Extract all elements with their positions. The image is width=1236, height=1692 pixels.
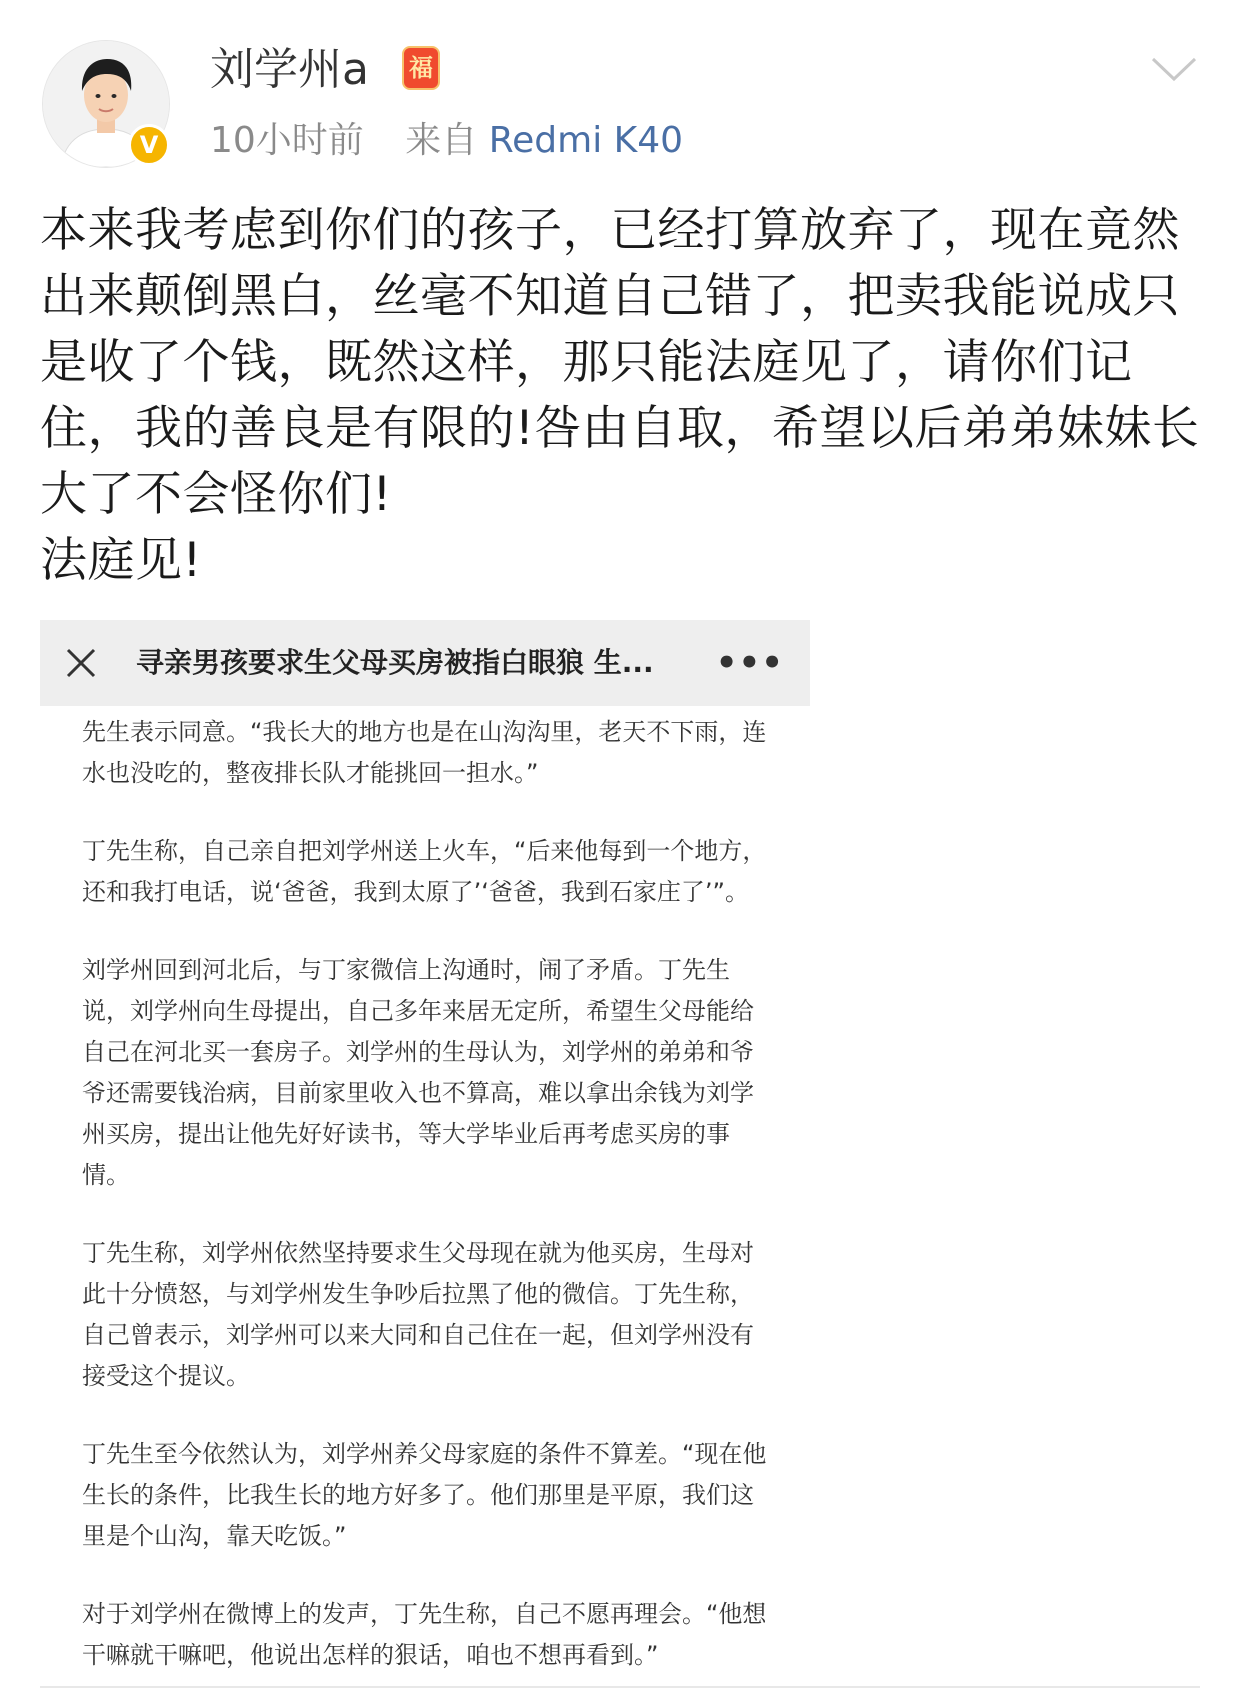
article-paragraph: 先生表示同意。“我长大的地方也是在山沟沟里，老天不下雨，连水也没吃的，整夜排长队才能挑回一担水。”	[82, 718, 767, 787]
article-paragraph: 丁先生称，自己亲自把刘学州送上火车，“后来他每到一个地方，还和我打电话，说‘爸爸，我到太原了’‘爸爸，我到石家庄了’”。	[82, 837, 767, 906]
post-line: 法庭见!	[40, 533, 202, 588]
post-header	[0, 0, 1236, 180]
verified-badge-icon: V	[128, 124, 170, 166]
article-screenshot[interactable]	[40, 620, 810, 1690]
article-paragraph: 丁先生称，刘学州依然坚持要求生父母现在就为他买房，生母对此十分愤怒，与刘学州发生争吵后拉黑了他的微信。丁先生称，自己曾表示，刘学州可以来大同和自己住在一起，但刘学州没有接受这个提议。	[82, 1239, 754, 1390]
source-prefix: 来自	[405, 120, 478, 161]
username[interactable]: 刘学州a	[210, 44, 369, 95]
article-paragraph: 对于刘学州在微博上的发声，丁先生称，自己不愿再理会。“他想干嘛就干嘛吧，他说出怎样的狠话，咱也不想再看到。”	[82, 1600, 767, 1669]
device-link[interactable]: Redmi K40	[488, 120, 684, 161]
chevron-down-icon[interactable]	[1150, 54, 1198, 84]
article-paragraph: 丁先生至今依然认为，刘学州养父母家庭的条件不算差。“现在他生长的条件，比我生长的地方好多了。他们那里是平原，我们这里是个山沟，靠天吃饭。”	[82, 1440, 767, 1550]
post-time: 10小时前	[210, 120, 364, 161]
close-icon[interactable]	[62, 644, 100, 682]
divider	[40, 1686, 1200, 1688]
fu-badge-icon[interactable]: 福	[402, 46, 440, 90]
article-toolbar	[40, 620, 810, 706]
article-title: 寻亲男孩要求生父母买房被指白眼狼 生...	[136, 646, 654, 679]
article-paragraph: 刘学州回到河北后，与丁家微信上沟通时，闹了矛盾。丁先生说，刘学州向生母提出，自己多年来居无定所，希望生父母能给自己在河北买一套房子。刘学州的生母认为，刘学州的弟弟和爷爷还需要钱治病，目前家里收入也不算高，难以拿出余钱为刘学州买房，提出让他先好好读书，等大学毕业后再考虑买房的事情。	[82, 956, 754, 1189]
post-line: 本来我考虑到你们的孩子，已经打算放弃了，现在竟然出来颠倒黑白，丝毫不知道自己错了，把卖我能说成只是收了个钱，既然这样，那只能法庭见了，请你们记住，我的善良是有限的!咎由自取，希望以后弟弟妹妹长大了不会怪你们!	[40, 203, 1200, 522]
article-body	[82, 712, 772, 1690]
post-meta	[210, 114, 683, 168]
more-options-icon[interactable]: •••	[715, 643, 784, 683]
post-content	[40, 198, 1200, 594]
